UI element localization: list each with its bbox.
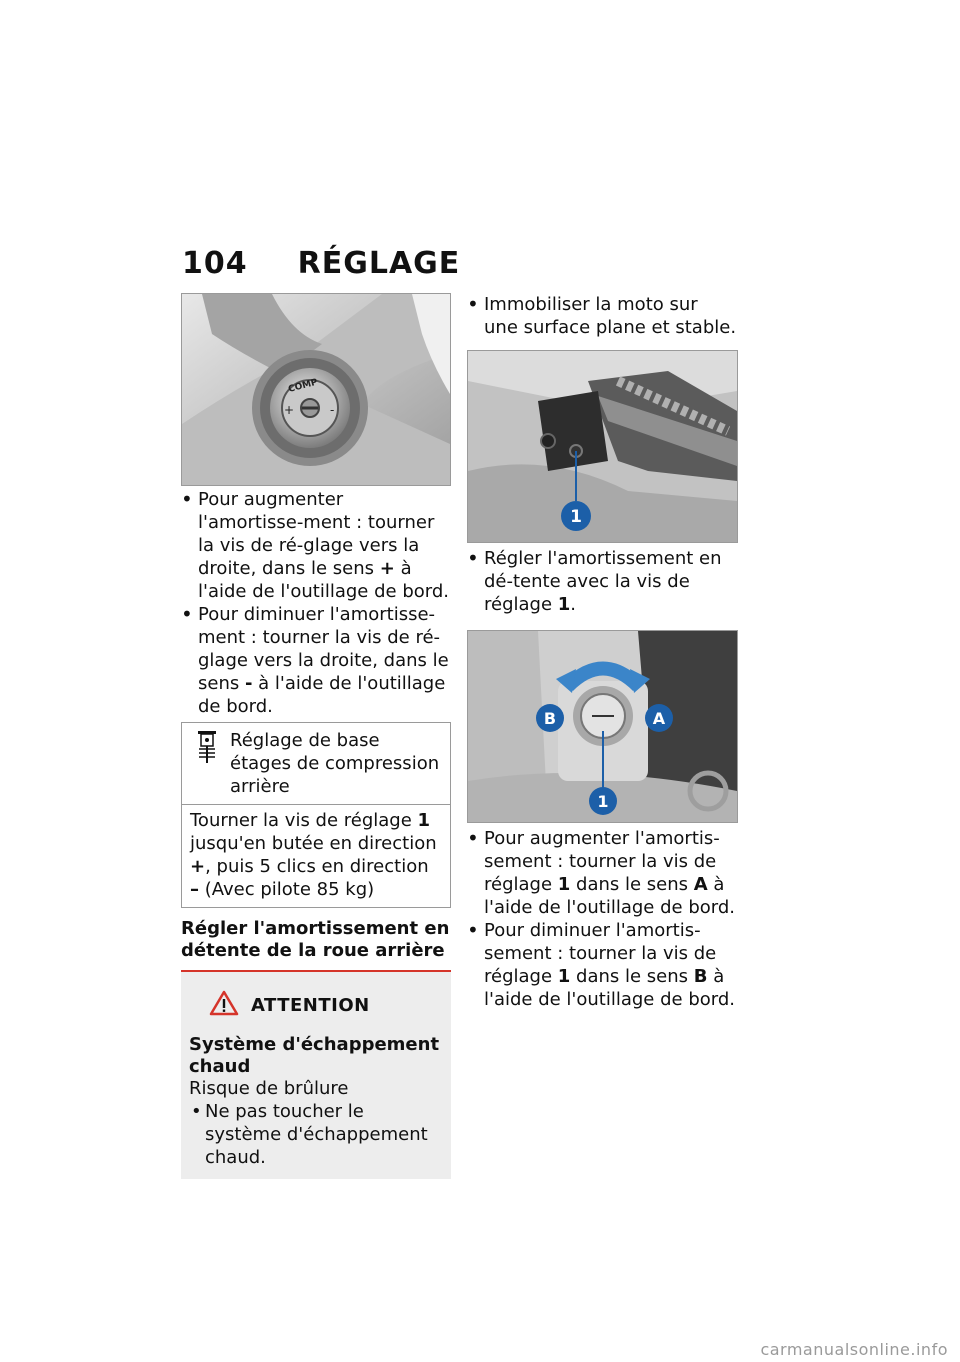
dial-label: COMP: [287, 377, 319, 395]
callout-b: B: [543, 709, 557, 728]
shock-absorber-icon: [196, 729, 218, 798]
list-item: • Immobiliser la moto sur une surface plane et stable.: [467, 293, 737, 339]
base-setting-box: [181, 722, 451, 908]
svg-text:-: -: [330, 403, 335, 417]
adjust-list-right: [467, 827, 737, 1011]
infobox-title: Réglage de base étages de compression arrière: [230, 730, 440, 797]
list-item: • Pour diminuer l'amortisse-ment : tourner la vis de ré-glage vers la droite, dans le sens - à l'aide de l'outillage de bord.: [181, 603, 451, 718]
callout-1: 1: [570, 507, 582, 527]
list-item: • Ne pas toucher le système d'échappement chaud.: [189, 1100, 443, 1169]
right-column: [467, 293, 737, 1011]
callout-a: A: [652, 709, 666, 728]
warning-effect: Risque de brûlure: [189, 1078, 349, 1099]
warning-box: [181, 970, 451, 1179]
list-item: • Régler l'amortissement en dé-tente avec la vis de réglage 1.: [467, 547, 737, 616]
photo-rebound-screw: [467, 350, 738, 543]
warning-label: ATTENTION: [251, 994, 370, 1016]
svg-text:+: +: [284, 403, 295, 417]
infobox-body: Tourner la vis de réglage 1 jusqu'en butée en direction +, puis 5 clics en direction – (Avec pilote 85 kg): [190, 810, 437, 900]
warning-triangle-icon: [209, 990, 239, 1020]
adjust-list-left: [181, 488, 451, 718]
preparation-list: [467, 293, 737, 339]
list-item: • Pour augmenter l'amortisse-ment : tourner la vis de ré-glage vers la droite, dans le sens + à l'aide de l'outillage de bord.: [181, 488, 451, 603]
warning-list: [189, 1100, 443, 1169]
section-heading: Régler l'amortissement en détente de la roue arrière: [181, 918, 450, 961]
photo-rebound-direction: [467, 630, 738, 823]
watermark: carmanualsonline.info: [760, 1340, 948, 1359]
photo-compression-adjuster: [181, 293, 451, 486]
page-title: RÉGLAGE: [297, 245, 461, 281]
rebound-list: [467, 547, 737, 616]
page-number: 104: [182, 245, 248, 281]
page-header: [182, 246, 460, 280]
callout-1: 1: [597, 792, 609, 811]
list-item: • Pour diminuer l'amortis-sement : tourner la vis de réglage 1 dans le sens B à l'aide de l'outillage de bord.: [467, 919, 737, 1011]
list-item: • Pour augmenter l'amortis-sement : tourner la vis de réglage 1 dans le sens A à l'aide de l'outillage de bord.: [467, 827, 737, 919]
warning-cause: Système d'échappement chaud: [189, 1034, 440, 1077]
left-column: [181, 293, 451, 1179]
